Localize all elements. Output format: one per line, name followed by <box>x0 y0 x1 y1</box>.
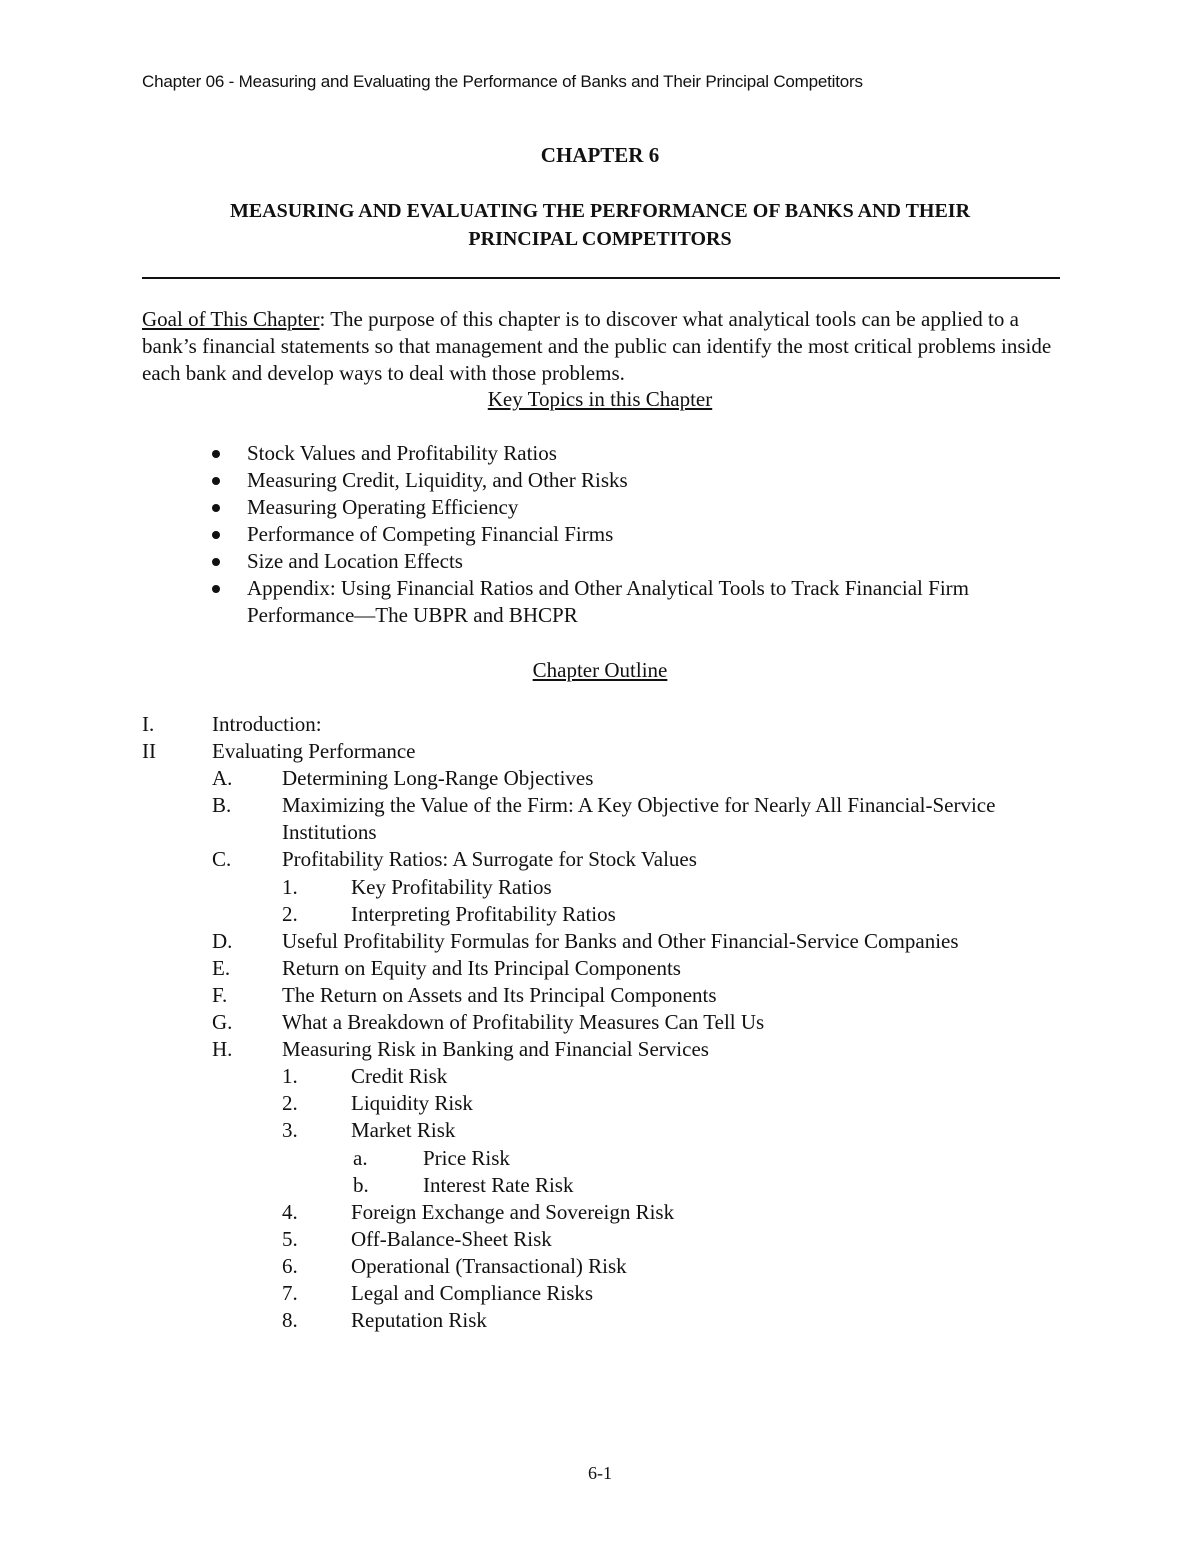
bullet-icon <box>212 450 220 458</box>
key-topics-list <box>212 440 1072 629</box>
outline-text: Measuring Risk in Banking and Financial Services <box>282 1037 709 1062</box>
outline-item <box>142 765 1072 792</box>
outline-text: Foreign Exchange and Sovereign Risk <box>351 1199 675 1224</box>
outline-text: Determining Long-Range Objectives <box>282 766 594 791</box>
outline-marker: 7. <box>282 1280 298 1305</box>
outline-text: Maximizing the Value of the Firm: A Key Objective for Nearly All Financial-Service Institutions <box>282 793 996 845</box>
outline-text: Interpreting Profitability Ratios <box>351 901 616 926</box>
outline-item <box>142 955 1072 982</box>
outline-marker: D. <box>212 928 233 953</box>
key-topics-heading: Key Topics in this Chapter <box>487 387 713 411</box>
outline-marker: 1. <box>282 874 298 899</box>
list-item <box>212 467 1072 494</box>
chapter-number: CHAPTER 6 <box>540 143 660 167</box>
outline-item <box>142 1199 1072 1226</box>
outline-item <box>142 901 1072 928</box>
chapter-title-line-2: PRINCIPAL COMPETITORS <box>468 228 732 250</box>
page-number: 6-1 <box>588 1463 612 1483</box>
chapter-goal <box>142 306 1062 387</box>
outline-marker: 3. <box>282 1118 298 1143</box>
list-item <box>212 440 1072 467</box>
outline-text: Key Profitability Ratios <box>351 874 552 899</box>
topic-text: Measuring Credit, Liquidity, and Other Risks <box>247 468 628 492</box>
topic-text: Performance of Competing Financial Firms <box>247 522 614 546</box>
outline-marker: H. <box>212 1037 233 1062</box>
outline-marker: B. <box>212 793 232 818</box>
outline-marker: 2. <box>282 1091 298 1116</box>
bullet-icon <box>212 477 220 485</box>
outline-item <box>142 1117 1072 1144</box>
bullet-icon <box>212 558 220 566</box>
goal-label: Goal of This Chapter <box>142 307 320 331</box>
outline-marker: 2. <box>282 901 298 926</box>
outline-marker: 5. <box>282 1226 298 1251</box>
outline-text: Credit Risk <box>351 1064 448 1089</box>
outline-item <box>142 1063 1072 1090</box>
outline-text: Price Risk <box>423 1145 510 1170</box>
outline-item <box>142 1172 1072 1199</box>
outline-text: Liquidity Risk <box>351 1091 473 1116</box>
outline-text: Return on Equity and Its Principal Components <box>282 955 681 980</box>
outline-marker: G. <box>212 1010 233 1035</box>
outline-marker: 1. <box>282 1064 298 1089</box>
outline-text: Evaluating Performance <box>212 739 416 764</box>
outline-item <box>142 1036 1072 1063</box>
outline-marker: 6. <box>282 1253 298 1278</box>
list-item <box>212 521 1072 548</box>
outline-text: Off-Balance-Sheet Risk <box>351 1226 552 1251</box>
bullet-icon <box>212 531 220 539</box>
outline-item <box>142 928 1072 955</box>
list-item <box>212 575 1072 629</box>
outline-item <box>142 1307 1072 1334</box>
outline-item <box>142 1145 1072 1172</box>
outline-item <box>142 874 1072 901</box>
outline-text: Market Risk <box>351 1118 456 1143</box>
list-item <box>212 548 1072 575</box>
outline-text: Operational (Transactional) Risk <box>351 1253 627 1278</box>
outline-item <box>142 792 1072 846</box>
outline-item <box>142 1226 1072 1253</box>
goal-text: : The purpose of this chapter is to discover what analytical tools can be applied to a bank’s financial statements so that management and the public can identify the most critical problems inside each bank and develop ways to deal with those problems. <box>142 307 1052 385</box>
outline-marker: I. <box>142 712 155 736</box>
bullet-icon <box>212 504 220 512</box>
outline-item <box>142 1009 1072 1036</box>
outline-text: Reputation Risk <box>351 1308 487 1333</box>
chapter-outline <box>142 711 1072 1334</box>
outline-item <box>142 846 1072 873</box>
topic-text: Appendix: Using Financial Ratios and Other Analytical Tools to Track Financial Firm Performance—The UBPR and BHCPR <box>247 576 969 627</box>
outline-text: What a Breakdown of Profitability Measures Can Tell Us <box>282 1010 765 1035</box>
topic-text: Stock Values and Profitability Ratios <box>247 441 557 465</box>
outline-text: Interest Rate Risk <box>423 1172 574 1197</box>
outline-marker: a. <box>353 1145 368 1170</box>
outline-text: Introduction: <box>212 712 322 736</box>
bullet-icon <box>212 585 220 593</box>
running-header: Chapter 06 - Measuring and Evaluating the Performance of Banks and Their Principal Competitors <box>142 72 863 91</box>
outline-item <box>142 711 1072 738</box>
outline-text: The Return on Assets and Its Principal Components <box>282 982 717 1007</box>
outline-text: Useful Profitability Formulas for Banks and Other Financial-Service Companies <box>282 928 959 953</box>
topic-text: Size and Location Effects <box>247 549 463 573</box>
outline-marker: II <box>142 739 156 764</box>
outline-text: Legal and Compliance Risks <box>351 1280 594 1305</box>
outline-marker: 4. <box>282 1199 298 1224</box>
chapter-outline-heading: Chapter Outline <box>532 658 668 682</box>
outline-item <box>142 1280 1072 1307</box>
outline-marker: b. <box>353 1172 369 1197</box>
outline-marker: A. <box>212 766 233 791</box>
list-item <box>212 494 1072 521</box>
outline-marker: 8. <box>282 1308 298 1333</box>
topic-text: Measuring Operating Efficiency <box>247 495 519 519</box>
outline-item <box>142 1253 1072 1280</box>
outline-item <box>142 1090 1072 1117</box>
outline-marker: C. <box>212 847 232 872</box>
outline-marker: E. <box>212 955 231 980</box>
chapter-title <box>142 197 1058 253</box>
outline-marker: F. <box>212 982 228 1007</box>
outline-text: Profitability Ratios: A Surrogate for Stock Values <box>282 847 697 872</box>
chapter-title-line-1: MEASURING AND EVALUATING THE PERFORMANCE OF BANKS AND THEIR <box>229 200 971 222</box>
outline-item <box>142 982 1072 1009</box>
title-divider <box>142 277 1060 279</box>
outline-item <box>142 738 1072 765</box>
